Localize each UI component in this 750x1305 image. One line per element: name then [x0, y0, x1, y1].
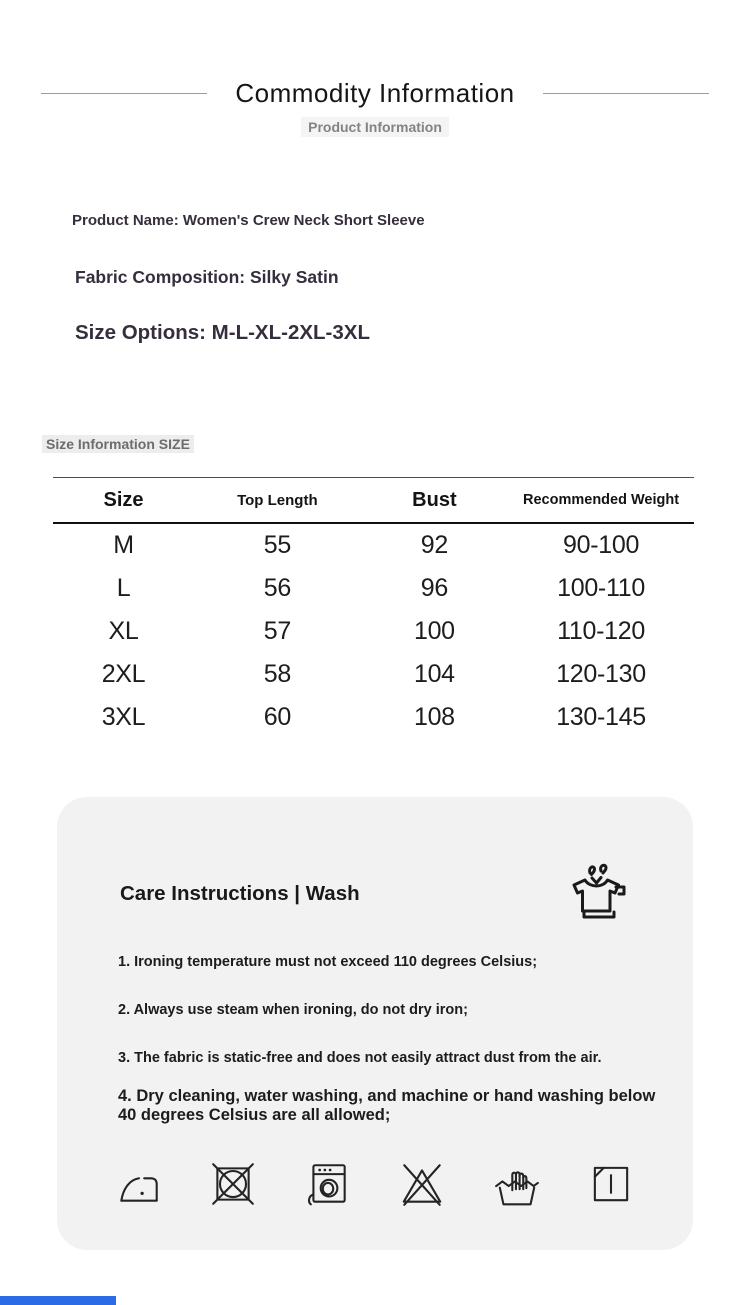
cell-weight: 90-100	[563, 531, 640, 559]
hand-wash-icon	[492, 1159, 542, 1209]
col-header-bust: Bust	[412, 488, 457, 511]
col-header-recommended-weight: Recommended Weight	[523, 492, 680, 508]
section-title-row	[0, 76, 750, 110]
size-table	[53, 477, 694, 739]
page-title: Commodity Information	[235, 77, 515, 108]
cell-bust: 92	[420, 531, 448, 559]
cell-size: L	[116, 574, 131, 602]
care-item: 2. Always use steam when ironing, do not dry iron;	[118, 1002, 468, 1018]
title-left-rule	[41, 93, 207, 94]
iron-icon	[114, 1159, 164, 1209]
cell-size: 3XL	[101, 703, 146, 731]
size-info-label-row	[42, 436, 194, 454]
cell-weight: 100-110	[557, 574, 645, 602]
size-info-label: Size Information SIZE	[42, 435, 194, 453]
cell-bust: 104	[413, 660, 455, 688]
cell-bust: 108	[413, 703, 455, 731]
table-row	[53, 696, 694, 739]
cell-top-length: 56	[263, 574, 291, 602]
do-not-tumble-dry-icon	[208, 1159, 258, 1209]
cell-weight: 120-130	[556, 660, 646, 688]
size-table-header	[53, 477, 694, 524]
cell-top-length: 55	[263, 531, 291, 559]
cell-weight: 110-120	[557, 617, 645, 645]
table-row	[53, 610, 694, 653]
drip-dry-icon	[586, 1159, 636, 1209]
cell-size: 2XL	[101, 660, 146, 688]
fabric-composition-text: Fabric Composition: Silky Satin	[75, 267, 339, 287]
laundry-icons-row	[114, 1159, 636, 1209]
product-information-subtitle: Product Information	[301, 117, 449, 137]
cell-weight: 130-145	[556, 703, 646, 731]
stacked-clothes-icon	[563, 859, 631, 932]
subtitle-row	[0, 117, 750, 137]
do-not-bleach-icon	[397, 1159, 447, 1209]
table-row	[53, 524, 694, 567]
machine-wash-icon	[303, 1159, 353, 1209]
bottom-accent-bar	[0, 1296, 116, 1305]
care-item: 4. Dry cleaning, water washing, and machine or hand washing below 40 degrees Celsius are all allowed;	[118, 1087, 656, 1124]
care-item: 1. Ironing temperature must not exceed 110 degrees Celsius;	[118, 954, 538, 970]
cell-top-length: 60	[263, 703, 291, 731]
product-name-text: Product Name: Women's Crew Neck Short Sleeve	[72, 212, 425, 229]
size-options-text: Size Options: M-L-XL-2XL-3XL	[75, 321, 370, 344]
cell-bust: 100	[413, 617, 455, 645]
col-header-size: Size	[103, 488, 144, 511]
table-row	[53, 653, 694, 696]
cell-top-length: 58	[263, 660, 291, 688]
care-instructions-card	[57, 797, 693, 1250]
cell-bust: 96	[420, 574, 448, 602]
table-row	[53, 567, 694, 610]
title-right-rule	[543, 93, 709, 94]
cell-size: XL	[108, 617, 139, 645]
care-title: Care Instructions | Wash	[120, 882, 360, 905]
care-item: 3. The fabric is static-free and does not easily attract dust from the air.	[118, 1050, 602, 1066]
cell-top-length: 57	[263, 617, 291, 645]
col-header-top-length: Top Length	[237, 491, 318, 509]
cell-size: M	[113, 531, 134, 559]
